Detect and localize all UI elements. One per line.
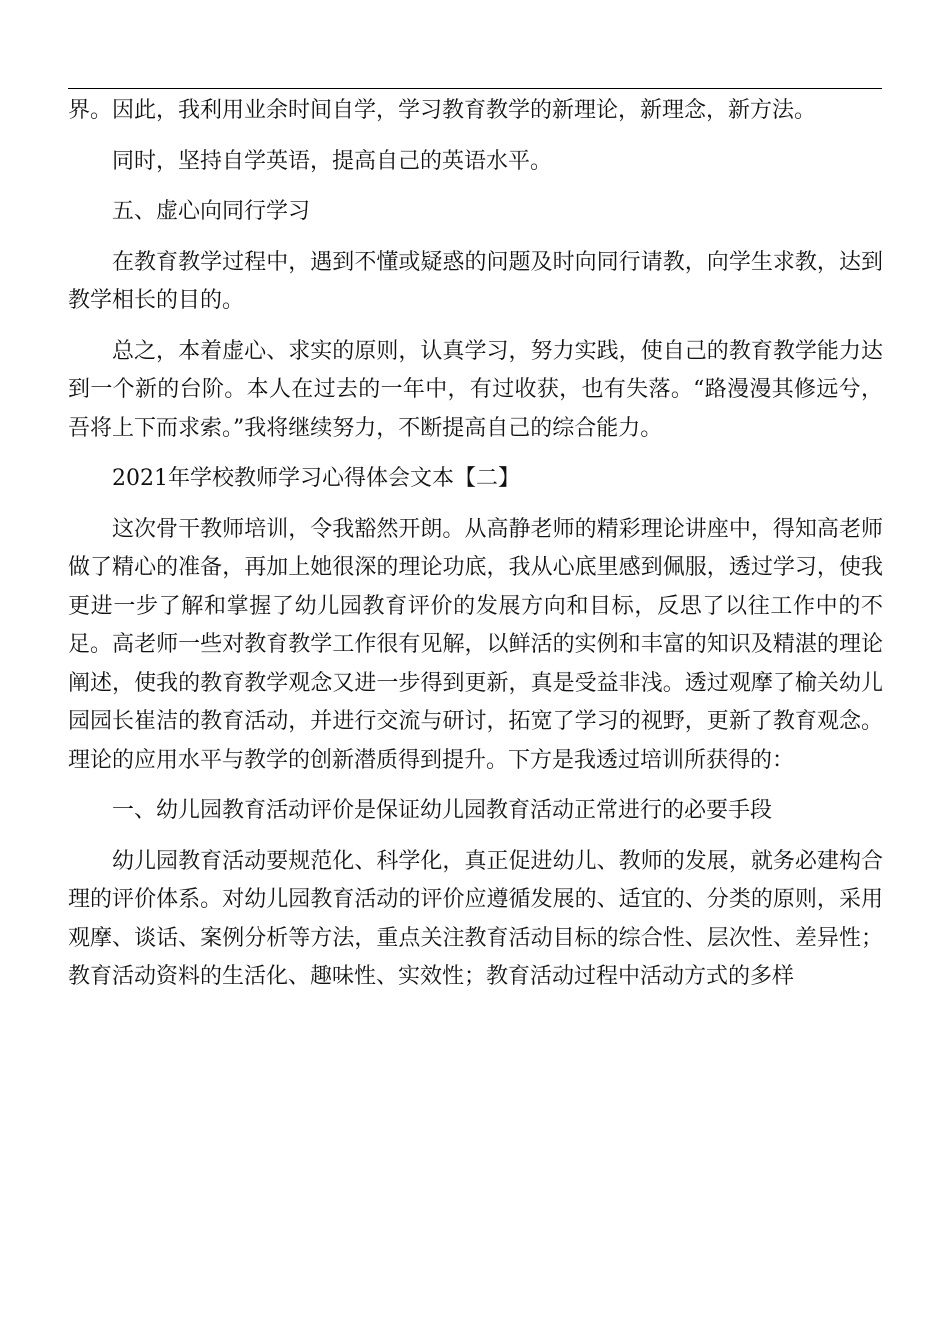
paragraph: 同时，坚持自学英语，提高自己的英语水平。 xyxy=(112,148,553,174)
paragraph: 界。因此，我利用业余时间自学，学习教育教学的新理论，新理念，新方法。 xyxy=(68,98,817,123)
paragraph: 幼儿园教育活动要规范化、科学化，真正促进幼儿、教师的发展，就务必建构合理的评价体系。对幼儿园教育活动的评价应遵循发展的、适宜的、分类的原则，采用观摩、谈话、案例分析等方法，重点关注教育活动目标的综合性、层次性、差异性；教育活动资料的生活化、趣味性、实效性；教育活动过程中活动方式的多样 xyxy=(68,848,883,989)
paragraph: 总之，本着虚心、求实的原则，认真学习，努力实践，使自己的教育教学能力达到一个新的台阶。本人在过去的一年中，有过收获，也有失落。“路漫漫其修远兮，吾将上下而求索。”我将继续努力，不断提高自己的综合能力。 xyxy=(68,338,883,441)
section-heading: 五、虚心向同行学习 xyxy=(112,199,311,224)
paragraph: 在教育教学过程中，遇到不懂或疑惑的问题及时向同行请教，向学生求教，达到教学相长的目的。 xyxy=(68,249,883,313)
document-body xyxy=(68,92,883,997)
article-title: 2021年学校教师学习心得体会文本【二】 xyxy=(112,466,520,491)
section-heading: 一、幼儿园教育活动评价是保证幼儿园教育活动正常进行的必要手段 xyxy=(112,798,773,823)
header-rule xyxy=(68,88,882,89)
paragraph: 这次骨干教师培训，令我豁然开朗。从高静老师的精彩理论讲座中，得知高老师做了精心的准备，再加上她很深的理论功底，我从心底里感到佩服，透过学习，使我更进一步了解和掌握了幼儿园教育评价的发展方向和目标，反思了以往工作中的不足。高老师一些对教育教学工作很有见解，以鲜活的实例和丰富的知识及精湛的理论阐述，使我的教育教学观念又进一步得到更新，真是受益非浅。透过观摩了榆关幼儿园园长崔洁的教育活动，并进行交流与研讨，拓宽了学习的视野，更新了教育观念。理论的应用水平与教学的创新潜质得到提升。下方是我透过培训所获得的： xyxy=(68,516,883,773)
